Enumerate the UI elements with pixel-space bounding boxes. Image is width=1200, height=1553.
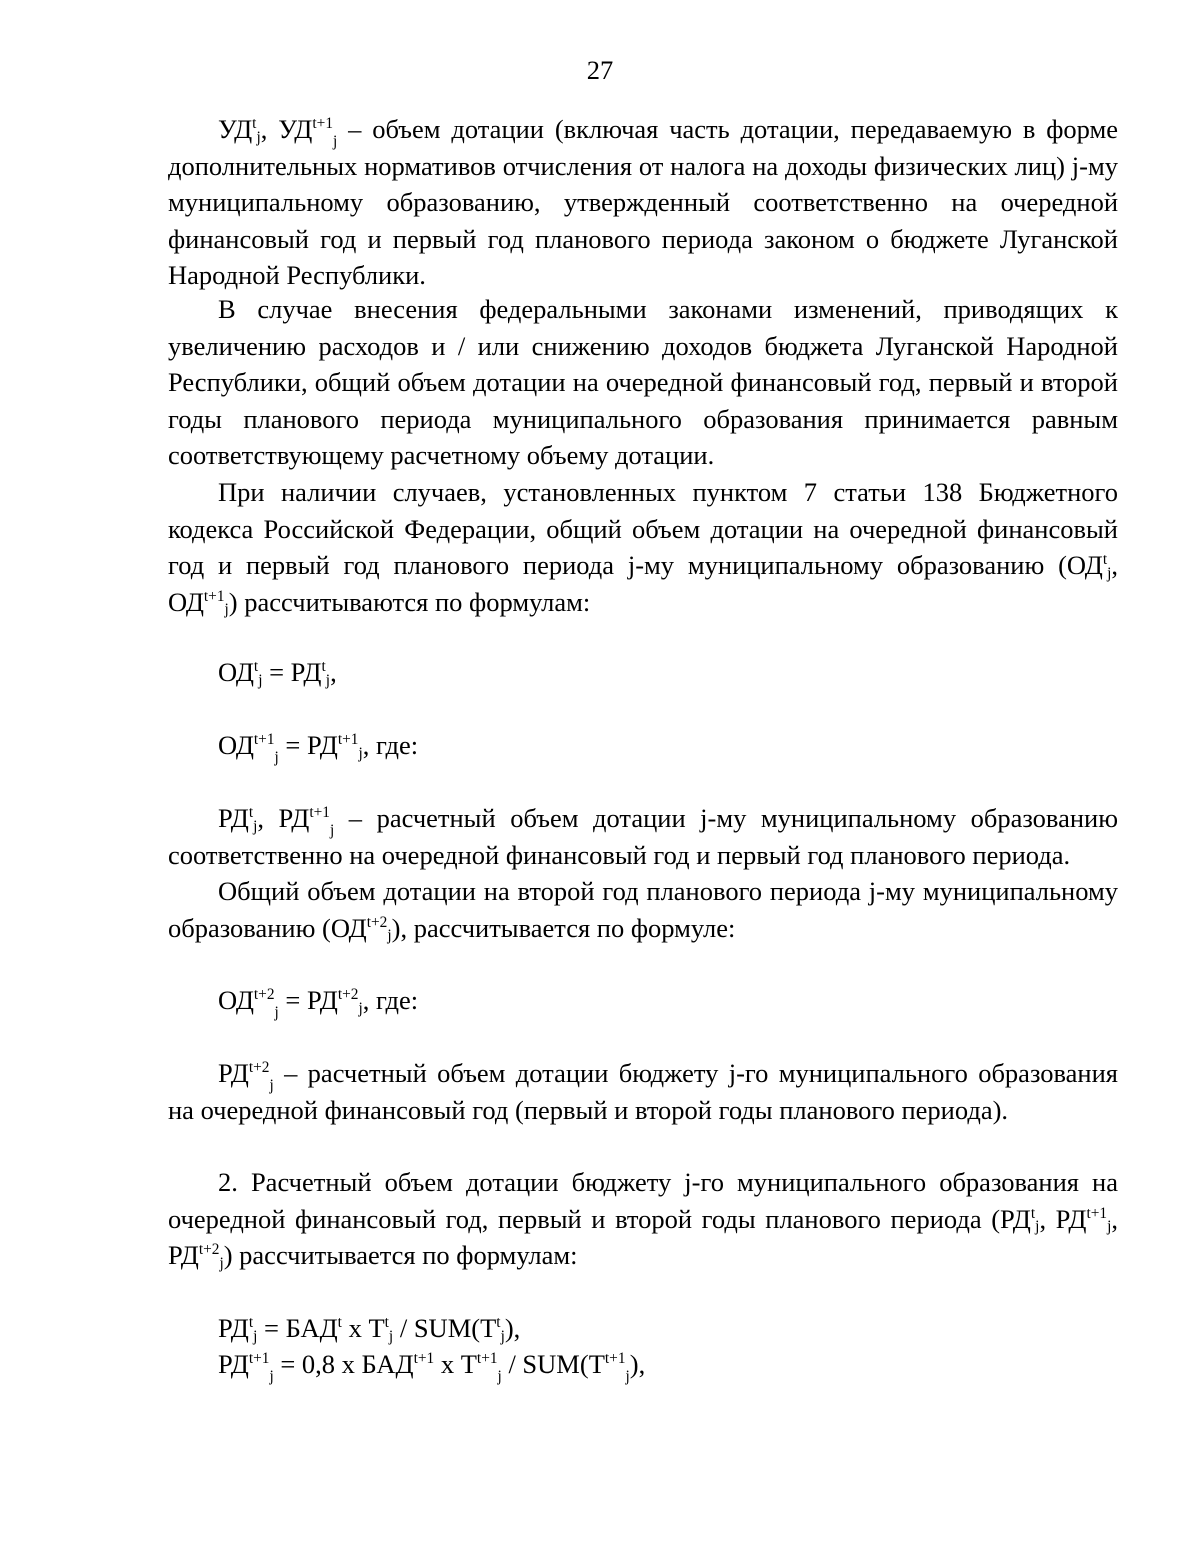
paragraph-text: Общий объем дотации на второй год планового периода j-му муниципальному образованию $(ОД^{t+2}_j)$, рассчитывается по формуле:: [168, 876, 1118, 945]
paragraph-text: 2. Расчетный объем дотации бюджету j-го муниципального образования на очередной финансовый год, первый и второй годы планового периода ($РД^t_j$, $РД^{t+1}_j$, $РД^{t+2}_j$) рассчитывается по формулам:: [168, 1167, 1119, 1272]
symbol-ud-t: $УД^t_j$: [218, 114, 261, 146]
symbol-rd-t: $РД^t_j$: [1000, 1203, 1040, 1236]
paragraph-text: При наличии случаев, установленных пунктом 7 статьи 138 Бюджетного кодекса Российской Федерации, общий объем дотации на очередной финансовый год и первый год планового периода j-му муниципальному образованию ($ОД^t_j$, $ОД^{t+1}_j$) рассчитываются по формулам:: [168, 477, 1118, 619]
symbol-ud-t1: $УД^{t+1}_j$: [278, 114, 338, 151]
symbol-rd-t: $РД^t_j$: [218, 803, 258, 835]
symbol-od-t: $ОД^t_j$: [1066, 550, 1112, 582]
symbol-rd-t1: $РД^{t+1}_j$: [278, 803, 335, 840]
paragraph-rd-definition: [168, 800, 1118, 873]
paragraph-calculated-volume: [168, 1164, 1118, 1274]
formula-od-t: $ОД^t_j = РД^t_j$,: [218, 657, 337, 689]
symbol-od-t2: $ОД^{t+2}_j$: [330, 912, 392, 945]
formula-rd-t1: $РД^{t+1}_j = 0,8$ х $БАД^{t+1}$ х $Т^{t+1}_j / SUM(Т^{t+1}_j)$,: [218, 1349, 646, 1386]
paragraph-federal-laws: [168, 291, 1118, 474]
symbol-od-t1: $ОД^{t+1}_j$: [168, 586, 229, 619]
symbol-rd-t2: $РД^{t+2}_j$: [168, 1240, 224, 1272]
paragraph-text: $РД^t_j$, $РД^{t+1}_j$ – расчетный объем дотации j-му муниципальному образованию соответственно на очередной финансовый год и первый год планового периода.: [168, 803, 1118, 870]
paragraph-ud-definition: [168, 111, 1118, 294]
paragraph-text: $РД^{t+2}_j$ – расчетный объем дотации бюджету j-го муниципального образования на очередной финансовый год (первый и второй годы планового периода).: [168, 1058, 1118, 1125]
formula-rd-t: $РД^t_j = БАД^t$ х $Т^t_j / SUM(Т^t_j)$,: [218, 1313, 521, 1345]
paragraph-cases-article-138: [168, 474, 1118, 620]
symbol-rd-t2: $РД^{t+2}_j$: [218, 1058, 274, 1095]
symbol-rd-t1: $РД^{t+1}_j$: [1055, 1203, 1112, 1236]
paragraph-text: В случае внесения федеральными законами изменений, приводящих к увеличению расходов и / или снижению доходов бюджета Луганской Народной Республики, общий объем дотации на очередной финансовый год, первый и второй годы планового периода муниципального образования принимается равным соответствующему расчетному объему дотации.: [168, 294, 1118, 470]
formula-od-t2: $ОД^{t+2}_j = РД^{t+2}_j$, где:: [218, 985, 419, 1022]
paragraph-second-year: [168, 873, 1118, 946]
page-number: 27: [586, 55, 614, 85]
paragraph-text: $УД^t_j$, $УД^{t+1}_j$ – объем дотации (включая часть дотации, передаваемую в форме дополнительных нормативов отчисления от налога на доходы физических лиц) j-му муниципальному образованию, утвержденный соответственно на очередной финансовый год и первый год планового периода законом о бюджете Луганской Народной Республики.: [168, 114, 1119, 290]
paragraph-rd-t2-definition: [168, 1055, 1118, 1128]
formula-od-t1: $ОД^{t+1}_j = РД^{t+1}_j$, где:: [218, 730, 419, 767]
